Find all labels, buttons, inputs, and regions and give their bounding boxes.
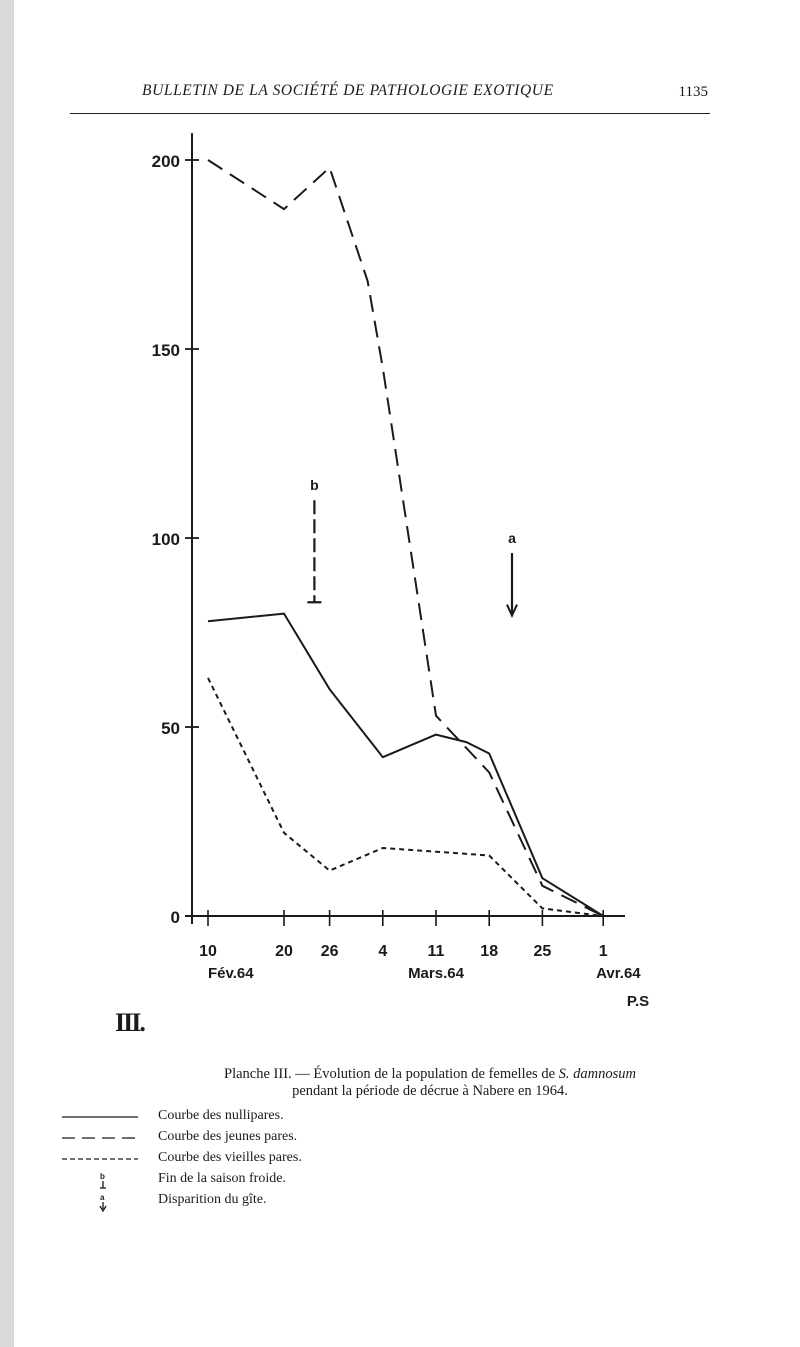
journal-title: BULLETIN DE LA SOCIÉTÉ DE PATHOLOGIE EXOTIQUE xyxy=(142,82,554,99)
caption-species: S. damnosum xyxy=(558,1066,636,1082)
y-tick-label: 0 xyxy=(170,908,180,927)
x-tick-label: 10 xyxy=(199,943,217,960)
legend-marker-b-icon xyxy=(60,1171,150,1191)
month-label: Avr.64 xyxy=(596,965,641,982)
caption-line-1 xyxy=(120,1066,740,1083)
caption-line-2: pendant la période de décrue à Nabere en 1964. xyxy=(292,1083,568,1099)
legend-row-nullipares xyxy=(60,1108,560,1128)
legend-long-dash-line-icon xyxy=(60,1129,150,1149)
legend-row-jeunes-pares xyxy=(60,1129,560,1149)
legend-label: Courbe des nullipares. xyxy=(158,1108,284,1123)
legend-label: Courbe des vieilles pares. xyxy=(158,1150,302,1165)
y-tick-label: 100 xyxy=(151,530,180,549)
x-tick-label: 4 xyxy=(378,943,388,960)
svg-text:b: b xyxy=(100,1172,105,1181)
legend-row-vieilles-pares xyxy=(60,1150,560,1170)
legend-row-fin-saison xyxy=(60,1171,560,1191)
legend-short-dash-line-icon xyxy=(60,1150,150,1170)
x-tick-label: 1 xyxy=(598,943,608,960)
legend-solid-line-icon xyxy=(60,1108,150,1128)
month-label: Mars.64 xyxy=(408,965,464,982)
x-tick-label: 11 xyxy=(427,943,445,960)
plate-mark: III. xyxy=(115,1008,144,1037)
y-tick-label: 50 xyxy=(161,719,180,738)
series-line-long-dash xyxy=(208,160,603,916)
x-tick-label: 18 xyxy=(480,943,499,960)
ps-label: P.S xyxy=(626,993,650,1010)
marker-label: b xyxy=(310,477,319,494)
legend-label: Courbe des jeunes pares. xyxy=(158,1129,298,1144)
caption-prefix: Planche III. — Évolution de la population de femelles de xyxy=(224,1066,559,1082)
page-number: 1135 xyxy=(678,84,708,100)
legend-label: Fin de la saison froide. xyxy=(158,1171,286,1186)
x-tick-label: 25 xyxy=(533,943,552,960)
marker-label: a xyxy=(508,530,516,547)
x-tick-label: 20 xyxy=(275,943,293,960)
svg-text:a: a xyxy=(100,1193,105,1202)
legend-marker-a-icon xyxy=(60,1192,150,1212)
y-tick-label: 200 xyxy=(151,152,180,171)
legend-row-disparition xyxy=(60,1192,560,1212)
series-line-solid xyxy=(208,614,603,916)
y-tick-label: 150 xyxy=(151,341,180,360)
month-label: Fév.64 xyxy=(208,965,254,982)
x-tick-label: 26 xyxy=(320,943,339,960)
legend-label: Disparition du gîte. xyxy=(158,1192,267,1207)
figure-caption xyxy=(120,1066,740,1100)
